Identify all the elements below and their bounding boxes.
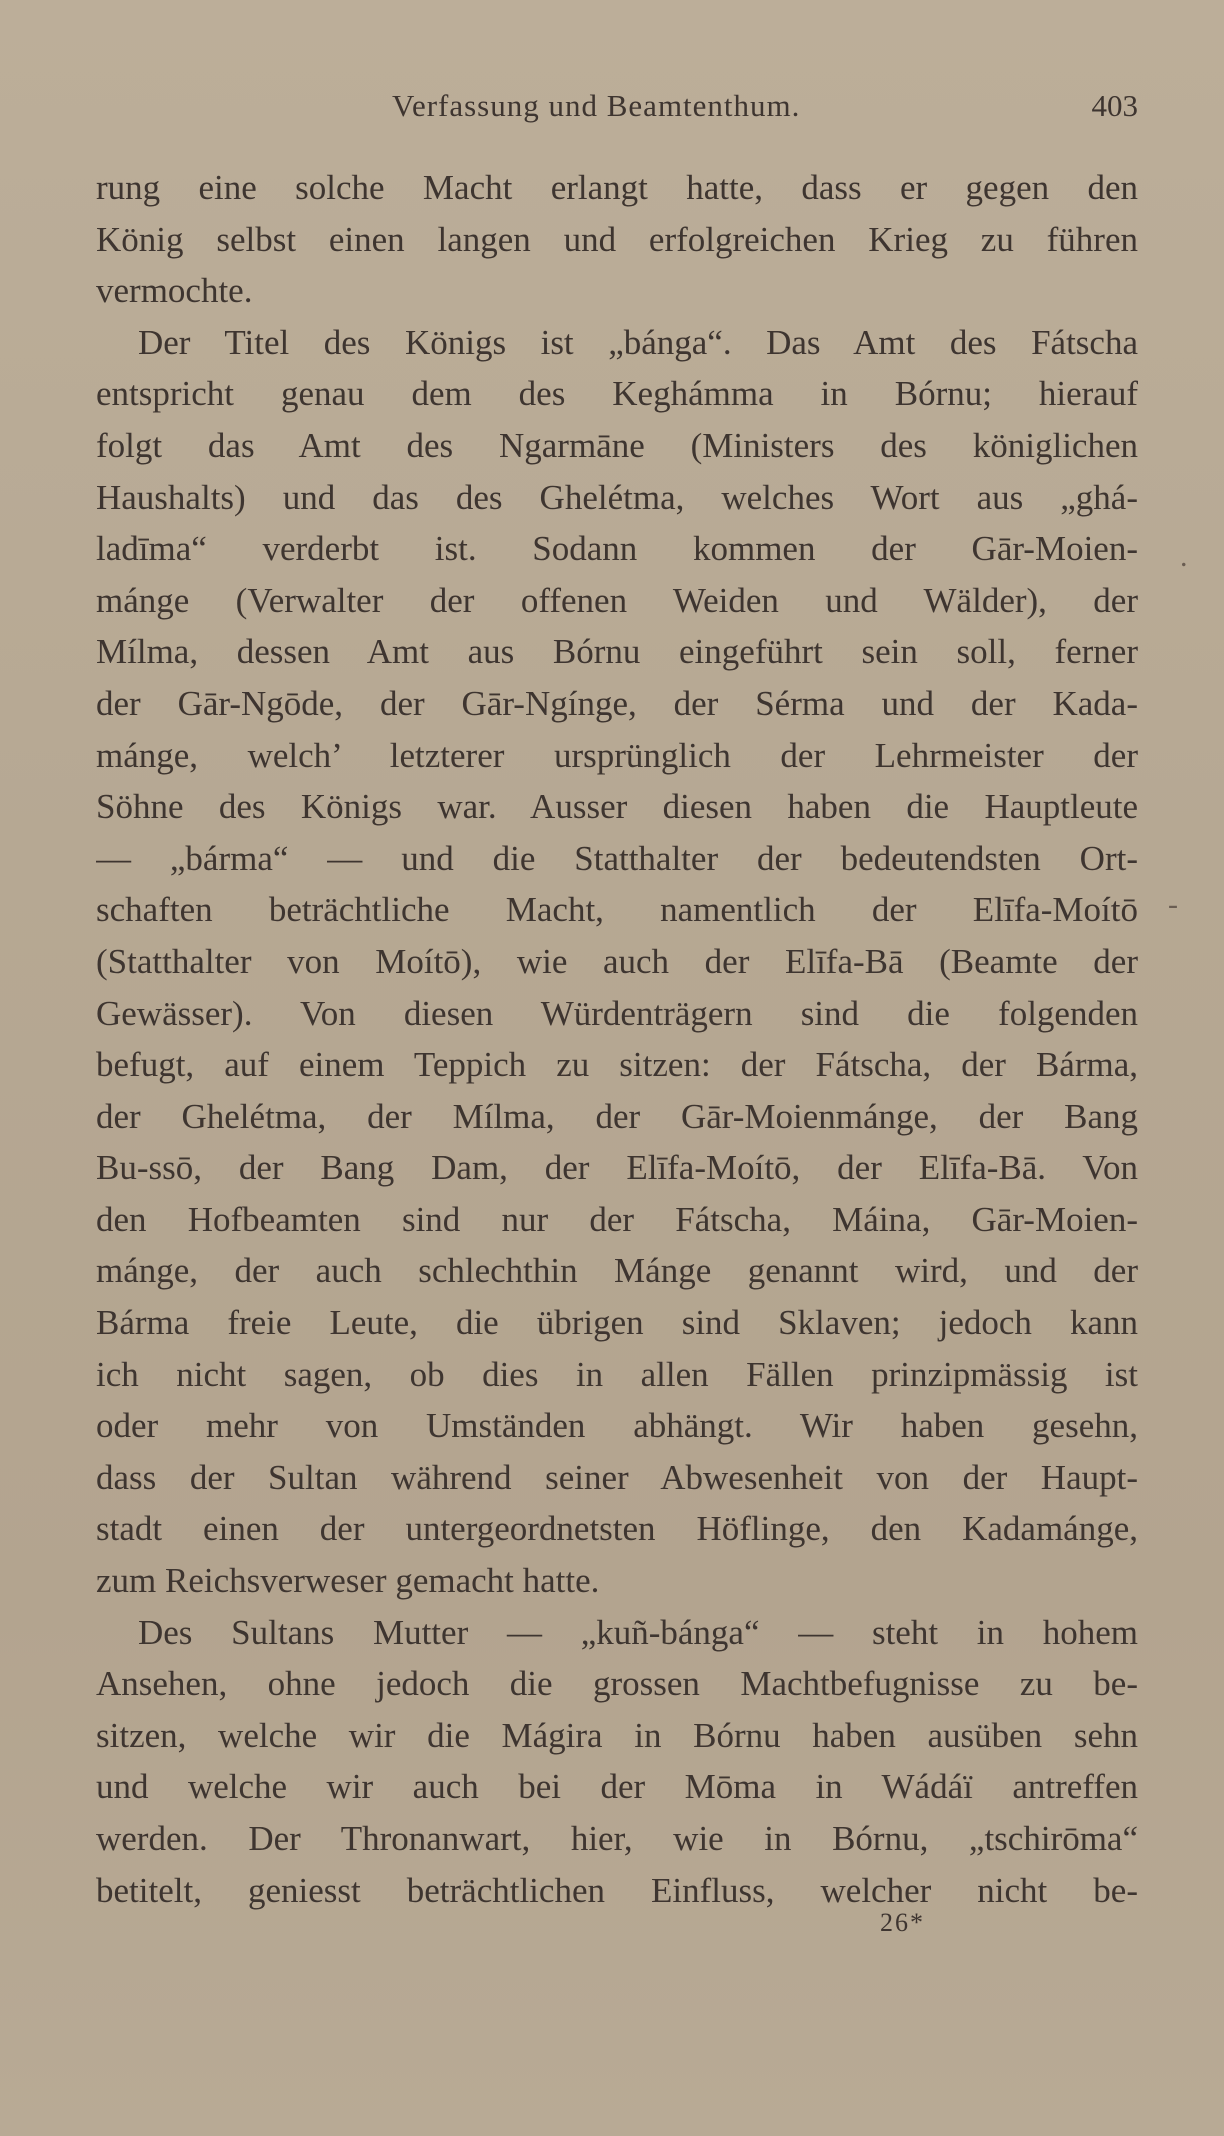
text-line: dass der Sultan während seiner Abwesenheit von der Haupt- bbox=[96, 1457, 1138, 1497]
page-number: 403 bbox=[1091, 88, 1138, 123]
signature-mark: 26* bbox=[880, 1908, 925, 1937]
page-header bbox=[96, 88, 1138, 132]
text-line: der Ghelétma, der Mílma, der Gār-Moienmánge, der Bang bbox=[96, 1096, 1138, 1136]
text-line: betitelt, geniesst beträchtlichen Einfluss, welcher nicht be- bbox=[96, 1870, 1138, 1910]
text-line: befugt, auf einem Teppich zu sitzen: der Fátscha, der Bárma, bbox=[96, 1045, 1138, 1085]
text-line: Haushalts) und das des Ghelétma, welches Wort aus „ghá- bbox=[96, 477, 1138, 517]
text-line: Der Titel des Königs ist „bánga“. Das Amt des Fátscha bbox=[138, 322, 1138, 362]
text-line: mánge, welch’ letzterer ursprünglich der Lehrmeister der bbox=[96, 735, 1138, 775]
text-line: schaften beträchtliche Macht, namentlich der Elīfa-Moítō bbox=[96, 890, 1138, 930]
text-line: vermochte. bbox=[96, 271, 253, 311]
text-line: oder mehr von Umständen abhängt. Wir haben gesehn, bbox=[96, 1406, 1138, 1446]
text-line: rung eine solche Macht erlangt hatte, dass er gegen den bbox=[96, 168, 1138, 207]
text-line: werden. Der Thronanwart, hier, wie in Bórnu, „tschirōma“ bbox=[96, 1819, 1138, 1858]
text-line: Mílma, dessen Amt aus Bórnu eingeführt sein soll, ferner bbox=[96, 632, 1138, 672]
text-line: mánge (Verwalter der offenen Weiden und Wälder), der bbox=[96, 580, 1138, 620]
text-line: Bu-ssō, der Bang Dam, der Elīfa-Moítō, der Elīfa-Bā. Von bbox=[96, 1148, 1138, 1188]
text-line: Des Sultans Mutter — „kuñ-bánga“ — steht in hohem bbox=[138, 1612, 1138, 1652]
text-line: den Hofbeamten sind nur der Fátscha, Máina, Gār-Moien- bbox=[96, 1199, 1138, 1239]
text-line: der Gār-Ngōde, der Gār-Ngínge, der Sérma und der Kada- bbox=[96, 683, 1138, 723]
text-line: ich nicht sagen, ob dies in allen Fällen prinzipmässig ist bbox=[96, 1354, 1138, 1394]
text-line: folgt das Amt des Ngarmāne (Ministers des königlichen bbox=[96, 425, 1138, 465]
text-line: und welche wir auch bei der Mōma in Wádáï antreffen bbox=[96, 1767, 1138, 1807]
body-text bbox=[96, 162, 1138, 1916]
margin-speck: - bbox=[1168, 888, 1178, 921]
text-line: (Statthalter von Moítō), wie auch der Elīfa-Bā (Beamte der bbox=[96, 941, 1138, 981]
text-line: Ansehen, ohne jedoch die grossen Machtbefugnisse zu be- bbox=[96, 1664, 1138, 1704]
text-line: stadt einen der untergeordnetsten Höflinge, den Kadamánge, bbox=[96, 1509, 1138, 1549]
text-line: zum Reichsverweser gemacht hatte. bbox=[96, 1561, 600, 1601]
text-line: ladīma“ verderbt ist. Sodann kommen der Gār-Moien- bbox=[96, 529, 1138, 569]
running-head: Verfassung und Beamtenthum. bbox=[392, 88, 801, 123]
text-line: König selbst einen langen und erfolgreichen Krieg zu führen bbox=[96, 219, 1138, 259]
text-line: Gewässer). Von diesen Würdenträgern sind die folgenden bbox=[96, 993, 1138, 1033]
margin-speck: . bbox=[1180, 540, 1188, 573]
text-line: Söhne des Königs war. Ausser diesen haben die Hauptleute bbox=[96, 787, 1138, 827]
text-line: sitzen, welche wir die Mágira in Bórnu haben ausüben sehn bbox=[96, 1715, 1138, 1755]
text-line: entspricht genau dem des Keghámma in Bórnu; hierauf bbox=[96, 374, 1138, 414]
text-line: Bárma freie Leute, die übrigen sind Sklaven; jedoch kann bbox=[96, 1303, 1138, 1343]
text-line: mánge, der auch schlechthin Mánge genannt wird, und der bbox=[96, 1251, 1138, 1291]
text-line: — „bárma“ — und die Statthalter der bedeutendsten Ort- bbox=[96, 838, 1138, 878]
